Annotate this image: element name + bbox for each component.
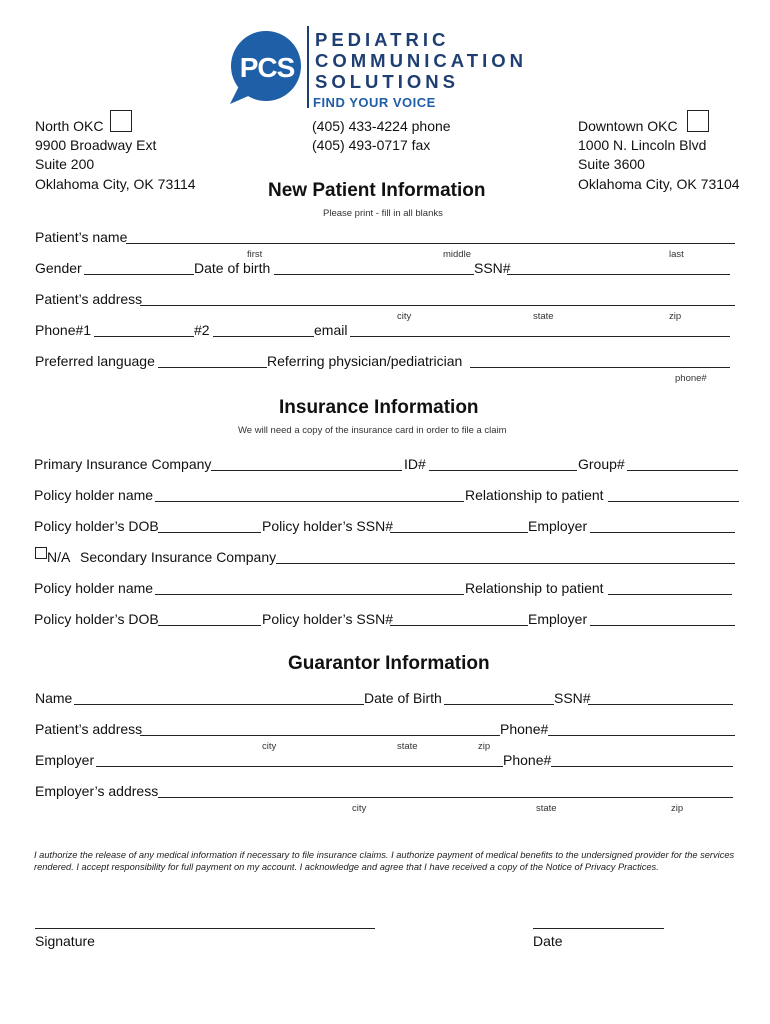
referring-physician-phone-caption: phone# [675, 373, 707, 384]
preferred-language-label: Preferred language [35, 353, 155, 369]
primary-group-field[interactable] [627, 470, 738, 471]
date-field[interactable] [533, 928, 664, 929]
patient-address-state-caption: state [533, 311, 554, 322]
patient-address-label: Patient’s address [35, 291, 143, 307]
patient-name-label: Patient’s name [35, 229, 128, 245]
primary-relationship-field[interactable] [608, 501, 739, 502]
ssn-field[interactable] [507, 274, 730, 275]
office-north-checkbox[interactable] [110, 110, 132, 132]
guarantor-employer-phone-field[interactable] [551, 766, 733, 767]
guarantor-dob-field[interactable] [444, 704, 554, 705]
secondary-employer-label: Employer [528, 611, 588, 627]
secondary-relationship-field[interactable] [608, 594, 732, 595]
patient-address-field[interactable] [140, 305, 735, 306]
primary-insurance-field[interactable] [211, 470, 402, 471]
patient-section-subtitle: Please print - fill in all blanks [323, 208, 443, 219]
secondary-holder-dob-field[interactable] [158, 625, 261, 626]
phone1-label: Phone#1 [35, 322, 92, 338]
brand-line-3: SOLUTIONS [315, 71, 459, 92]
phone2-field[interactable] [213, 336, 314, 337]
office-downtown-address-2: Suite 3600 [578, 156, 645, 172]
office-downtown-address-1: 1000 N. Lincoln Blvd [578, 137, 707, 153]
secondary-insurance-label: Secondary Insurance Company [80, 549, 277, 565]
guarantor-address-state-caption: state [397, 741, 418, 752]
dob-field[interactable] [274, 274, 474, 275]
secondary-relationship-label: Relationship to patient [465, 580, 604, 596]
office-downtown-address-3: Oklahoma City, OK 73104 [578, 176, 740, 192]
guarantor-ssn-field[interactable] [588, 704, 733, 705]
secondary-holder-dob-label: Policy holder’s DOB [34, 611, 159, 627]
guarantor-name-field[interactable] [74, 704, 364, 705]
logo-mark: PCS [239, 52, 295, 83]
insurance-section-title: Insurance Information [279, 397, 479, 418]
gender-label: Gender [35, 260, 82, 276]
secondary-na-label: N/A [47, 549, 71, 565]
patient-address-city-caption: city [397, 311, 412, 322]
guarantor-section-title: Guarantor Information [288, 653, 490, 674]
logo-divider [307, 26, 309, 108]
office-north-address-2: Suite 200 [35, 156, 95, 172]
primary-holder-ssn-label: Policy holder’s SSN# [262, 518, 393, 534]
primary-insurance-label: Primary Insurance Company [34, 456, 212, 472]
guarantor-employer-label: Employer [35, 752, 95, 768]
secondary-employer-field[interactable] [590, 625, 735, 626]
primary-employer-field[interactable] [590, 532, 735, 533]
primary-holder-name-field[interactable] [155, 501, 464, 502]
office-fax: (405) 493-0717 fax [312, 137, 431, 153]
guarantor-phone-label: Phone# [500, 721, 549, 737]
patient-address-zip-caption: zip [669, 311, 682, 322]
office-north-name: North OKC [35, 118, 104, 134]
guarantor-employer-state-caption: state [536, 803, 557, 814]
guarantor-address-zip-caption: zip [478, 741, 491, 752]
guarantor-employer-phone-label: Phone# [503, 752, 552, 768]
insurance-section-subtitle: We will need a copy of the insurance card in order to file a claim [238, 425, 507, 436]
patient-name-last-caption: last [669, 249, 684, 260]
signature-label: Signature [35, 933, 95, 949]
office-north-address-1: 9900 Broadway Ext [35, 137, 157, 153]
secondary-holder-ssn-label: Policy holder’s SSN# [262, 611, 393, 627]
brand-tagline: FIND YOUR VOICE [313, 95, 436, 110]
signature-field[interactable] [35, 928, 375, 929]
gender-field[interactable] [84, 274, 194, 275]
guarantor-name-label: Name [35, 690, 73, 706]
guarantor-dob-label: Date of Birth [364, 690, 442, 706]
patient-name-first-caption: first [247, 249, 263, 260]
phone1-field[interactable] [94, 336, 194, 337]
primary-id-field[interactable] [429, 470, 577, 471]
primary-holder-ssn-field[interactable] [390, 532, 528, 533]
email-field[interactable] [350, 336, 730, 337]
guarantor-address-city-caption: city [262, 741, 277, 752]
primary-holder-dob-field[interactable] [158, 532, 261, 533]
patient-name-field[interactable] [126, 243, 735, 244]
office-downtown-checkbox[interactable] [687, 110, 709, 132]
secondary-holder-name-label: Policy holder name [34, 580, 154, 596]
secondary-holder-name-field[interactable] [155, 594, 464, 595]
secondary-insurance-field[interactable] [276, 563, 735, 564]
preferred-language-field[interactable] [158, 367, 267, 368]
patient-section-title: New Patient Information [268, 180, 486, 201]
primary-id-label: ID# [404, 456, 426, 472]
secondary-na-checkbox[interactable] [35, 547, 47, 559]
guarantor-phone-field[interactable] [548, 735, 735, 736]
office-north-address-3: Oklahoma City, OK 73114 [35, 176, 196, 192]
primary-holder-name-label: Policy holder name [34, 487, 154, 503]
email-label: email [314, 322, 348, 338]
guarantor-ssn-label: SSN# [554, 690, 591, 706]
office-downtown-name: Downtown OKC [578, 118, 678, 134]
guarantor-employer-city-caption: city [352, 803, 367, 814]
brand-line-1: PEDIATRIC [315, 29, 450, 50]
guarantor-employer-address-field[interactable] [158, 797, 733, 798]
secondary-holder-ssn-field[interactable] [390, 625, 528, 626]
primary-employer-label: Employer [528, 518, 588, 534]
primary-holder-dob-label: Policy holder’s DOB [34, 518, 159, 534]
phone2-label: #2 [194, 322, 210, 338]
office-phone: (405) 433-4224 phone [312, 118, 451, 134]
consent-text: I authorize the release of any medical information if necessary to file insurance claims. I authorize payment of medical benefits to the undersigned provider for the services rendered. I accept responsibility for full payment on my account. I acknowledge and agree that I have received a copy of the Notice of Privacy Practices. [34, 850, 735, 872]
brand-line-2: COMMUNICATION [315, 50, 527, 71]
referring-physician-field[interactable] [470, 367, 730, 368]
primary-relationship-label: Relationship to patient [465, 487, 604, 503]
primary-group-label: Group# [578, 456, 625, 472]
patient-name-middle-caption: middle [443, 249, 471, 260]
guarantor-address-field[interactable] [140, 735, 500, 736]
referring-physician-label: Referring physician/pediatrician [267, 353, 463, 369]
guarantor-address-label: Patient’s address [35, 721, 143, 737]
ssn-label: SSN# [474, 260, 511, 276]
guarantor-employer-address-label: Employer’s address [35, 783, 159, 799]
dob-label: Date of birth [194, 260, 271, 276]
date-label: Date [533, 933, 563, 949]
guarantor-employer-zip-caption: zip [671, 803, 684, 814]
guarantor-employer-field[interactable] [96, 766, 503, 767]
